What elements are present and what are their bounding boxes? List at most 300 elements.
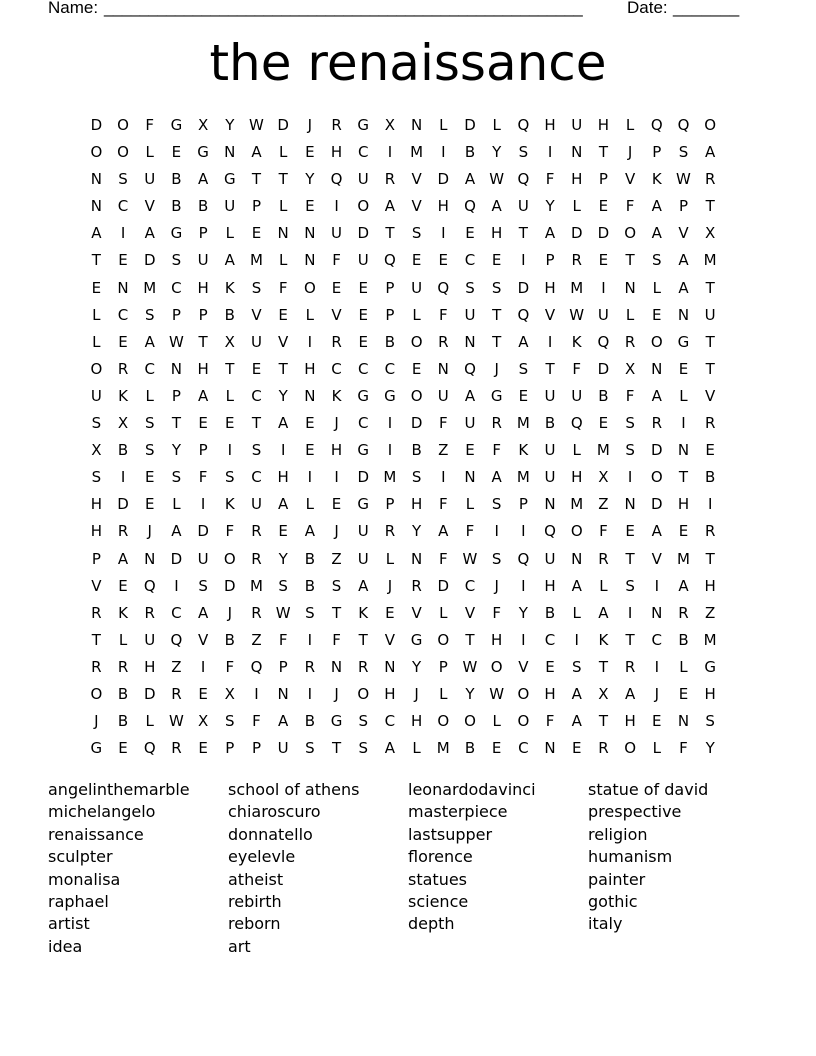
- grid-letter: F: [198, 468, 208, 487]
- grid-letter: L: [278, 143, 288, 162]
- grid-letter: H: [90, 522, 102, 541]
- grid-letter: N: [624, 278, 636, 297]
- grid-letter: M: [516, 468, 530, 487]
- grid-letter: B: [544, 414, 556, 433]
- grid-letter: B: [171, 170, 182, 189]
- grid-letter: U: [411, 278, 423, 297]
- grid-letter: L: [145, 143, 154, 162]
- grid-letter: B: [304, 712, 315, 731]
- grid-row: [83, 464, 724, 491]
- grid-letter: K: [358, 603, 369, 622]
- grid-letter: M: [570, 495, 584, 514]
- grid-letter: V: [251, 305, 262, 324]
- grid-letter: E: [705, 441, 715, 460]
- grid-letter: T: [705, 278, 715, 297]
- grid-letter: Z: [171, 657, 182, 676]
- grid-letter: A: [251, 143, 262, 162]
- grid-letter: P: [198, 441, 208, 460]
- grid-letter: E: [144, 468, 155, 487]
- grid-letter: R: [704, 170, 716, 189]
- grid-letter: U: [357, 549, 369, 568]
- grid-letter: S: [225, 468, 235, 487]
- grid-letter: P: [251, 739, 261, 758]
- grid-letter: F: [332, 630, 341, 649]
- grid-letter: N: [571, 143, 583, 162]
- grid-letter: L: [118, 630, 128, 649]
- grid-letter: D: [517, 278, 530, 297]
- grid-letter: L: [278, 197, 288, 216]
- grid-letter: R: [358, 657, 369, 676]
- grid-row: [83, 247, 724, 274]
- grid-letter: Q: [517, 549, 530, 568]
- grid-letter: A: [678, 576, 689, 595]
- grid-letter: V: [544, 305, 556, 324]
- grid-letter: A: [278, 712, 289, 731]
- grid-letter: X: [197, 712, 209, 731]
- grid-letter: E: [598, 414, 609, 433]
- word-list-item: florence: [408, 847, 473, 867]
- grid-letter: E: [305, 414, 315, 433]
- grid-letter: S: [465, 278, 475, 297]
- grid-letter: D: [357, 224, 369, 243]
- grid-letter: A: [278, 495, 289, 514]
- grid-letter: S: [652, 251, 662, 270]
- grid-letter: K: [224, 495, 235, 514]
- grid-letter: R: [171, 684, 182, 703]
- word-list-item: monalisa: [48, 869, 121, 889]
- grid-letter: G: [704, 657, 716, 676]
- grid-letter: E: [385, 603, 395, 622]
- grid-letter: R: [678, 603, 689, 622]
- grid-letter: I: [280, 441, 286, 460]
- word-list-item: raphael: [48, 892, 109, 912]
- grid-letter: V: [464, 603, 476, 622]
- grid-letter: I: [681, 414, 686, 433]
- grid-letter: L: [145, 386, 154, 405]
- grid-letter: B: [197, 197, 209, 216]
- grid-letter: E: [652, 305, 662, 324]
- grid-letter: S: [518, 143, 529, 162]
- grid-letter: S: [118, 170, 128, 189]
- grid-letter: S: [411, 468, 422, 487]
- grid-letter: S: [491, 549, 502, 568]
- grid-letter: C: [518, 739, 529, 758]
- grid-letter: H: [277, 468, 289, 487]
- grid-letter: E: [118, 739, 128, 758]
- grid-letter: T: [705, 359, 715, 378]
- word-list-item: statues: [408, 869, 468, 889]
- grid-letter: A: [651, 522, 662, 541]
- grid-letter: L: [92, 332, 101, 351]
- grid-letter: Y: [412, 657, 422, 676]
- grid-letter: P: [385, 495, 395, 514]
- grid-row: [83, 329, 724, 356]
- grid-letter: V: [678, 224, 689, 243]
- grid-letter: N: [304, 386, 316, 405]
- grid-letter: Q: [464, 197, 476, 216]
- grid-letter: I: [387, 414, 393, 433]
- grid-letter: K: [224, 278, 235, 297]
- grid-letter: T: [678, 468, 689, 487]
- grid-letter: N: [437, 359, 449, 378]
- grid-letter: A: [384, 197, 396, 216]
- grid-letter: W: [275, 603, 291, 622]
- grid-letter: N: [410, 116, 423, 134]
- grid-row: [83, 166, 724, 193]
- grid-row: [83, 302, 724, 329]
- grid-letter: R: [704, 522, 716, 541]
- grid-letter: R: [117, 522, 129, 541]
- grid-letter: Z: [331, 549, 342, 568]
- grid-letter: A: [705, 143, 716, 162]
- grid-letter: D: [170, 549, 183, 568]
- grid-letter: O: [117, 116, 129, 134]
- grid-letter: A: [464, 386, 476, 405]
- grid-letter: W: [168, 332, 184, 351]
- grid-letter: S: [358, 712, 368, 731]
- grid-letter: I: [654, 576, 659, 595]
- grid-letter: U: [544, 468, 556, 487]
- grid-letter: P: [251, 197, 261, 216]
- grid-letter: X: [624, 359, 636, 378]
- grid-letter: L: [225, 386, 234, 405]
- grid-letter: E: [491, 739, 502, 758]
- grid-letter: U: [277, 739, 289, 758]
- grid-letter: G: [330, 712, 343, 731]
- grid-letter: U: [197, 549, 209, 568]
- grid-letter: E: [91, 278, 102, 297]
- grid-letter: Y: [305, 170, 315, 189]
- grid-letter: E: [278, 305, 288, 324]
- grid-letter: L: [599, 576, 608, 595]
- grid-letter: S: [144, 441, 155, 460]
- grid-letter: U: [224, 197, 236, 216]
- grid-letter: G: [170, 116, 183, 134]
- puzzle-title: the renaissance: [209, 34, 607, 92]
- grid-letter: U: [517, 197, 529, 216]
- grid-letter: T: [598, 712, 608, 731]
- word-list-item: school of athens: [228, 780, 360, 799]
- grid-letter: O: [357, 197, 370, 216]
- name-blank-line: ______________________________________________________: [104, 0, 583, 17]
- grid-letter: L: [465, 495, 475, 514]
- grid-row: [83, 491, 724, 518]
- word-list-item: rebirth: [228, 892, 282, 912]
- grid-letter: M: [249, 251, 263, 270]
- grid-letter: R: [144, 603, 155, 622]
- grid-letter: O: [464, 712, 476, 731]
- grid-letter: U: [704, 305, 716, 324]
- grid-letter: U: [144, 630, 156, 649]
- grid-letter: M: [703, 251, 717, 270]
- grid-letter: I: [387, 143, 393, 162]
- grid-letter: B: [224, 630, 235, 649]
- grid-letter: Y: [278, 386, 288, 405]
- grid-letter: A: [384, 739, 396, 758]
- grid-letter: S: [144, 414, 155, 433]
- grid-letter: R: [117, 359, 129, 378]
- grid-letter: M: [676, 549, 690, 568]
- grid-letter: N: [90, 170, 102, 189]
- grid-letter: Y: [412, 522, 422, 541]
- grid-letter: G: [410, 630, 423, 649]
- grid-letter: I: [494, 522, 499, 541]
- grid-letter: L: [92, 305, 101, 324]
- grid-letter: C: [171, 603, 182, 622]
- grid-letter: E: [438, 251, 449, 270]
- grid-letter: U: [357, 251, 369, 270]
- grid-row: [83, 139, 724, 166]
- grid-letter: E: [652, 712, 662, 731]
- grid-letter: Q: [677, 116, 690, 134]
- grid-letter: R: [598, 739, 609, 758]
- word-list-item: eyelevle: [228, 847, 296, 867]
- grid-letter: E: [678, 359, 689, 378]
- grid-letter: B: [171, 197, 182, 216]
- word-column-1: [48, 779, 228, 958]
- grid-letter: X: [384, 116, 396, 134]
- grid-letter: L: [679, 386, 688, 405]
- grid-letter: R: [251, 549, 262, 568]
- grid-letter: V: [91, 576, 102, 595]
- grid-letter: J: [387, 576, 393, 595]
- grid-letter: Y: [225, 116, 235, 134]
- grid-letter: T: [91, 251, 101, 270]
- grid-letter: H: [197, 278, 209, 297]
- grid-letter: B: [411, 441, 422, 460]
- grid-letter: T: [171, 414, 181, 433]
- grid-letter: M: [516, 414, 530, 433]
- grid-letter: M: [383, 468, 397, 487]
- word-list-item: renaissance: [48, 824, 144, 844]
- grid-letter: F: [225, 657, 235, 676]
- grid-letter: K: [518, 441, 529, 460]
- grid-letter: F: [492, 441, 501, 460]
- grid-letter: U: [250, 332, 262, 351]
- grid-letter: I: [307, 468, 313, 487]
- grid-letter: M: [570, 278, 584, 297]
- grid-letter: G: [677, 332, 690, 351]
- grid-row: [83, 654, 724, 681]
- grid-letter: H: [624, 712, 636, 731]
- grid-letter: J: [334, 684, 339, 703]
- grid-letter: J: [494, 576, 499, 595]
- grid-letter: D: [197, 522, 209, 541]
- grid-letter: O: [570, 522, 583, 541]
- grid-letter: J: [414, 684, 419, 703]
- grid-letter: D: [651, 495, 663, 514]
- grid-letter: N: [410, 549, 423, 568]
- grid-letter: N: [677, 441, 690, 460]
- grid-letter: B: [304, 576, 315, 595]
- word-list-item: artist: [48, 914, 90, 934]
- grid-letter: B: [705, 468, 716, 487]
- word-list-item: depth: [408, 914, 455, 934]
- grid-letter: I: [654, 657, 659, 676]
- grid-letter: D: [117, 495, 129, 514]
- grid-letter: I: [174, 576, 179, 595]
- grid-letter: R: [117, 657, 129, 676]
- grid-letter: H: [144, 657, 156, 676]
- grid-letter: N: [117, 278, 129, 297]
- grid-letter: T: [225, 359, 235, 378]
- grid-letter: E: [545, 657, 555, 676]
- grid-letter: A: [571, 684, 582, 703]
- grid-letter: A: [197, 170, 209, 189]
- grid-letter: I: [521, 630, 526, 649]
- grid-letter: K: [331, 386, 342, 405]
- grid-letter: U: [571, 386, 583, 405]
- grid-letter: Q: [517, 116, 530, 134]
- grid-letter: F: [465, 522, 475, 541]
- grid-letter: R: [304, 657, 316, 676]
- word-list-item: atheist: [228, 869, 284, 889]
- grid-letter: V: [624, 170, 636, 189]
- grid-row: [83, 573, 724, 600]
- word-list-item: prespective: [588, 802, 682, 822]
- grid-letter: D: [437, 170, 450, 189]
- grid-letter: I: [334, 468, 339, 487]
- word-list-item: science: [408, 892, 469, 912]
- grid-letter: U: [197, 251, 209, 270]
- grid-letter: L: [572, 441, 581, 460]
- grid-letter: A: [651, 224, 662, 243]
- grid-letter: I: [200, 495, 206, 514]
- word-list-item: angelinthemarble: [48, 780, 190, 799]
- grid-letter: C: [117, 305, 129, 324]
- grid-letter: Z: [598, 495, 609, 514]
- grid-letter: E: [465, 441, 475, 460]
- grid-letter: L: [305, 305, 315, 324]
- grid-row: [83, 193, 724, 220]
- grid-letter: S: [198, 576, 208, 595]
- grid-letter: X: [224, 684, 235, 703]
- grid-letter: R: [331, 116, 342, 134]
- grid-row: [83, 112, 724, 139]
- word-list-item: leonardodavinci: [408, 780, 536, 799]
- grid-letter: T: [598, 143, 608, 162]
- grid-letter: E: [411, 359, 422, 378]
- grid-letter: A: [197, 386, 209, 405]
- grid-letter: J: [334, 522, 339, 541]
- grid-letter: E: [305, 197, 315, 216]
- grid-letter: N: [277, 224, 289, 243]
- grid-letter: E: [331, 278, 342, 297]
- grid-letter: F: [278, 278, 288, 297]
- grid-letter: K: [118, 603, 128, 622]
- grid-letter: A: [91, 224, 102, 243]
- grid-letter: Z: [438, 441, 449, 460]
- grid-letter: E: [465, 224, 475, 243]
- grid-letter: R: [571, 251, 582, 270]
- grid-letter: X: [598, 684, 609, 703]
- name-label: Name:: [48, 0, 99, 17]
- grid-letter: R: [624, 332, 636, 351]
- grid-letter: S: [251, 278, 262, 297]
- grid-letter: D: [597, 359, 610, 378]
- grid-letter: A: [651, 386, 662, 405]
- grid-letter: U: [597, 305, 609, 324]
- grid-letter: E: [331, 495, 342, 514]
- grid-letter: S: [144, 305, 155, 324]
- grid-letter: F: [145, 116, 155, 134]
- grid-letter: O: [517, 712, 530, 731]
- grid-letter: D: [357, 468, 369, 487]
- grid-letter: P: [678, 197, 688, 216]
- grid-letter: S: [331, 576, 342, 595]
- grid-letter: H: [544, 278, 556, 297]
- grid-letter: M: [596, 441, 610, 460]
- word-list-item: humanism: [588, 847, 673, 867]
- grid-letter: S: [305, 603, 315, 622]
- grid-letter: O: [90, 359, 103, 378]
- grid-letter: M: [143, 278, 157, 297]
- word-list-item: statue of david: [588, 780, 709, 799]
- grid-letter: E: [678, 522, 689, 541]
- grid-letter: I: [521, 522, 526, 541]
- grid-letter: B: [678, 630, 689, 649]
- grid-letter: P: [198, 305, 208, 324]
- grid-letter: H: [491, 630, 503, 649]
- grid-letter: F: [438, 495, 448, 514]
- grid-letter: T: [331, 739, 342, 758]
- grid-letter: W: [489, 684, 505, 703]
- grid-letter: T: [518, 224, 528, 243]
- grid-letter: T: [331, 603, 342, 622]
- grid-letter: A: [598, 603, 609, 622]
- grid-letter: B: [117, 684, 129, 703]
- grid-letter: X: [224, 332, 235, 351]
- grid-letter: H: [410, 495, 423, 514]
- grid-letter: U: [90, 386, 102, 405]
- grid-letter: H: [571, 170, 583, 189]
- grid-letter: F: [438, 549, 448, 568]
- grid-row: [83, 220, 724, 247]
- word-list-item: michelangelo: [48, 802, 156, 822]
- grid-letter: W: [489, 170, 505, 189]
- grid-letter: N: [330, 657, 343, 676]
- grid-letter: P: [598, 170, 608, 189]
- grid-letter: P: [518, 495, 528, 514]
- grid-letter: S: [91, 414, 102, 433]
- grid-letter: J: [307, 116, 313, 134]
- grid-letter: N: [677, 305, 690, 324]
- grid-letter: N: [277, 684, 289, 703]
- grid-letter: D: [143, 684, 156, 703]
- grid-row: [83, 383, 724, 410]
- grid-letter: I: [120, 468, 126, 487]
- grid-letter: F: [492, 603, 501, 622]
- grid-letter: T: [705, 549, 715, 568]
- grid-letter: F: [572, 359, 582, 378]
- grid-letter: C: [331, 359, 342, 378]
- grid-letter: T: [545, 359, 555, 378]
- grid-letter: H: [597, 116, 610, 134]
- grid-letter: B: [544, 603, 556, 622]
- grid-letter: S: [251, 441, 262, 460]
- grid-letter: I: [521, 576, 526, 595]
- grid-letter: A: [544, 224, 556, 243]
- grid-letter: Y: [518, 603, 528, 622]
- grid-letter: G: [357, 495, 370, 514]
- grid-letter: C: [251, 386, 262, 405]
- grid-letter: V: [331, 305, 342, 324]
- grid-letter: H: [197, 359, 209, 378]
- grid-letter: P: [91, 549, 101, 568]
- grid-letter: I: [227, 441, 232, 460]
- grid-letter: S: [678, 143, 689, 162]
- grid-letter: G: [197, 143, 209, 162]
